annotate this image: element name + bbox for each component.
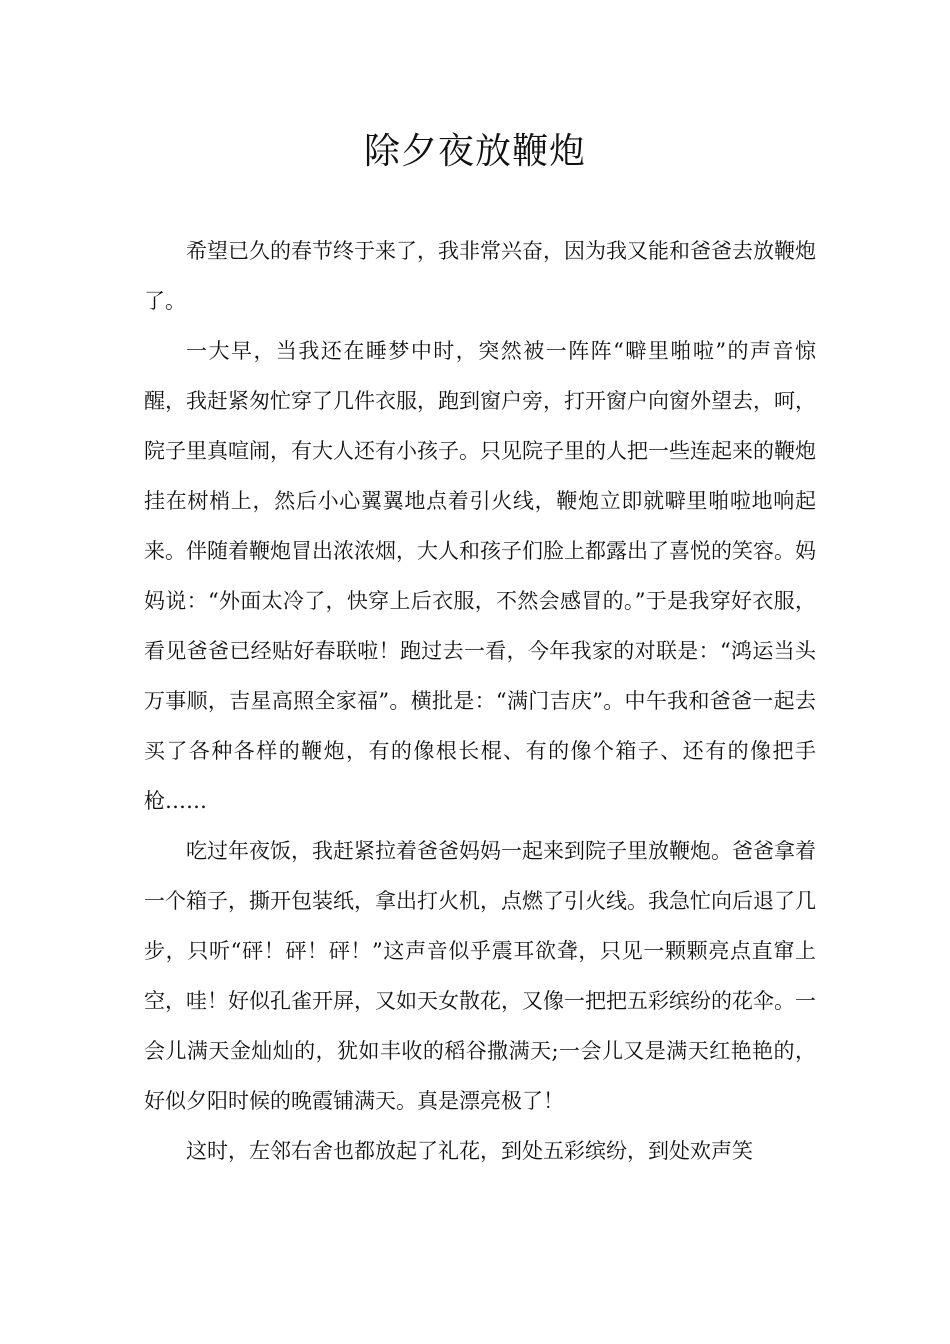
paragraph-1: 希望已久的春节终于来了，我非常兴奋，因为我又能和爸爸去放鞭炮了。 xyxy=(144,239,816,313)
paragraph-4: 这时，左邻右舍也都放起了礼花，到处五彩缤纷，到处欢声笑 xyxy=(186,1139,753,1163)
paragraph-2: 一大早，当我还在睡梦中时，突然被一阵阵“噼里啪啦”的声音惊醒，我赶紧匆忙穿了几件衣服，跑到窗户旁，打开窗户向窗外望去，呵，院子里真喧闹，有大人还有小孩子。只见院子里的人把一些连起来的鞭炮挂在树梢上，然后小心翼翼地点着引火线，鞭炮立即就噼里啪啦地响起来。伴随着鞭炮冒出浓浓烟，大人和孩子们脸上都露出了喜悦的笑容。妈妈说：“外面太冷了，快穿上后衣服，不然会感冒的。”于是我穿好衣服，看见爸爸已经贴好春联啦！跑过去一看，今年我家的对联是：“鸿运当头万事顺，吉星高照全家福”。横批是：“满门吉庆”。中午我和爸爸一起去买了各种各样的鞭炮，有的像根长棍、有的像个箱子、还有的像把手枪…… xyxy=(144,339,816,813)
document-title: 除夕夜放鞭炮 xyxy=(363,131,586,172)
document-body xyxy=(144,226,816,1176)
paragraph-3: 吃过年夜饭，我赶紧拉着爸爸妈妈一起来到院子里放鞭炮。爸爸拿着一个箱子，撕开包装纸，拿出打火机，点燃了引火线。我急忙向后退了几步，只听“砰！砰！砰！”这声音似乎震耳欲聋，只见一颗颗亮点直窜上空，哇！好似孔雀开屏，又如天女散花，又像一把把五彩缤纷的花伞。一会儿满天金灿灿的，犹如丰收的稻谷撒满天;一会儿又是满天红艳艳的，好似夕阳时候的晚霞铺满天。真是漂亮极了！ xyxy=(144,839,816,1113)
